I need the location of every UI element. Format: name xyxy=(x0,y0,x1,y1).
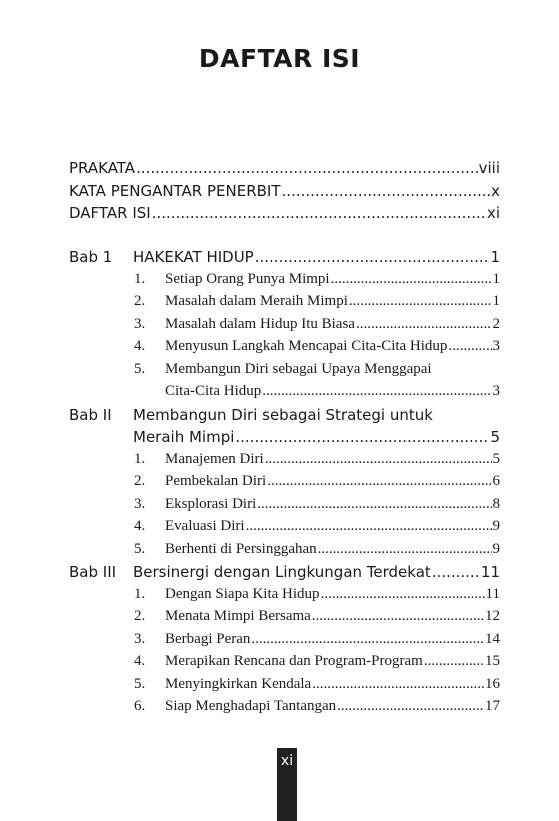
section-title xyxy=(165,518,500,535)
section-title-label: Menyusun Langkah Mencapai Cita-Cita Hidup xyxy=(165,338,448,354)
dot-leader xyxy=(255,248,490,266)
section-number: 3. xyxy=(134,495,146,512)
section-title-page: 1 xyxy=(492,293,500,309)
section-number: 4. xyxy=(134,518,146,534)
section-number: 5. xyxy=(134,675,146,692)
section-title xyxy=(165,473,500,490)
section-title xyxy=(165,698,500,715)
dot-leader xyxy=(312,608,484,625)
section-title-label: Berbagi Peran xyxy=(165,630,251,647)
dot-leader xyxy=(251,631,484,648)
dot-leader xyxy=(136,159,478,177)
section-title xyxy=(165,541,500,558)
toc-entry-label: DAFTAR ISI xyxy=(69,204,151,222)
section-title-label: Masalah dalam Meraih Mimpi xyxy=(165,293,348,309)
section-title-label: Menyingkirkan Kendala xyxy=(165,675,312,692)
dot-leader xyxy=(267,473,491,490)
section-title-label: Masalah dalam Hidup Itu Biasa xyxy=(165,315,355,332)
section-title xyxy=(165,338,500,355)
dot-leader xyxy=(246,518,492,535)
section-number: 2. xyxy=(134,293,146,309)
chapter-title-page: 1 xyxy=(490,248,500,266)
chapter-title xyxy=(133,428,500,446)
section-title xyxy=(165,586,500,603)
chapter-number: Bab II xyxy=(69,405,112,424)
dot-leader xyxy=(282,182,491,200)
section-title-page: 14 xyxy=(485,630,500,647)
section-title xyxy=(165,383,500,400)
section-title xyxy=(165,496,500,513)
section-title-page: 15 xyxy=(485,653,500,669)
section-title xyxy=(165,361,500,378)
section-number: 3. xyxy=(134,315,146,332)
section-title-label: Evaluasi Diri xyxy=(165,518,245,534)
section-title-label: Manajemen Diri xyxy=(165,450,264,467)
section-title xyxy=(165,316,500,333)
chapter-title xyxy=(133,563,500,581)
section-title-page: 3 xyxy=(492,383,500,399)
section-title xyxy=(165,676,500,693)
section-title-label: Membangun Diri sebagai Upaya Menggapai xyxy=(165,360,432,377)
section-number: 2. xyxy=(134,473,146,489)
dot-leader xyxy=(424,653,484,670)
dot-leader xyxy=(262,383,491,400)
section-title xyxy=(165,451,500,468)
section-title-label: Eksplorasi Diri xyxy=(165,495,257,512)
toc-entry-page: xi xyxy=(486,204,500,222)
section-title-page: 16 xyxy=(485,675,500,692)
section-number: 4. xyxy=(134,338,146,354)
page-number-tab xyxy=(277,748,297,821)
section-number: 2. xyxy=(134,608,146,624)
chapter-title-label: Meraih Mimpi xyxy=(133,428,235,446)
dot-leader xyxy=(349,293,492,310)
page-title: DAFTAR ISI xyxy=(198,44,361,73)
section-title-label: Merapikan Rencana dan Program-Program xyxy=(165,653,423,669)
section-number: 1. xyxy=(134,585,146,602)
dot-leader xyxy=(265,451,492,468)
dot-leader xyxy=(337,698,484,715)
section-title-label: Siap Menghadapi Tantangan xyxy=(165,698,337,714)
section-number: 6. xyxy=(134,698,146,714)
chapter-number: Bab 1 xyxy=(69,248,113,266)
dot-leader xyxy=(432,563,480,581)
section-title-label: Dengan Siapa Kita Hidup xyxy=(165,585,320,602)
toc-entry-page: viii xyxy=(478,159,500,177)
section-number: 5. xyxy=(134,540,146,557)
section-number: 1. xyxy=(134,270,146,287)
toc-entry-page: x xyxy=(491,181,500,200)
section-title xyxy=(165,608,500,625)
chapter-title xyxy=(133,248,500,266)
section-title-label: Berhenti di Persinggahan xyxy=(165,540,317,557)
section-title-page: 3 xyxy=(492,338,500,354)
section-title-label: Pembekalan Diri xyxy=(165,473,267,489)
section-title-label: Menata Mimpi Bersama xyxy=(165,608,311,624)
section-number: 3. xyxy=(134,630,146,647)
dot-leader xyxy=(257,496,491,513)
chapter-number: Bab III xyxy=(69,563,117,581)
section-title xyxy=(165,271,500,288)
toc-entry-label: PRAKATA xyxy=(69,159,136,177)
section-title-label: Setiap Orang Punya Mimpi xyxy=(165,270,330,287)
dot-leader xyxy=(448,338,491,355)
chapter-title-label: HAKEKAT HIDUP xyxy=(133,248,254,266)
section-title-page: 6 xyxy=(492,473,500,489)
chapter-title-page: 5 xyxy=(490,428,500,446)
page-number: xi xyxy=(280,753,294,769)
chapter-title-label: Bersinergi dengan Lingkungan Terdekat xyxy=(133,563,431,581)
dot-leader xyxy=(356,316,492,333)
section-title-page: 9 xyxy=(492,518,500,534)
section-number: 1. xyxy=(134,450,146,467)
section-title-page: 8 xyxy=(492,495,500,512)
section-title-page: 12 xyxy=(485,608,500,624)
toc-entry xyxy=(69,182,500,200)
chapter-title-label: Membangun Diri sebagai Strategi untuk xyxy=(133,405,433,424)
dot-leader xyxy=(312,676,484,693)
dot-leader xyxy=(321,586,485,603)
section-title-page: 2 xyxy=(492,315,500,332)
section-title-page: 11 xyxy=(485,585,500,602)
dot-leader xyxy=(331,271,492,288)
toc-entry xyxy=(69,204,500,222)
dot-leader xyxy=(152,204,486,222)
toc-entry xyxy=(69,159,500,177)
section-title-label: Cita-Cita Hidup xyxy=(165,383,262,399)
section-title xyxy=(165,653,500,670)
section-title-page: 5 xyxy=(492,450,500,467)
dot-leader xyxy=(235,428,489,446)
toc-entry-label: KATA PENGANTAR PENERBIT xyxy=(69,181,281,200)
section-title-page: 1 xyxy=(492,270,500,287)
chapter-title xyxy=(133,406,500,424)
section-title xyxy=(165,631,500,648)
section-number: 4. xyxy=(134,653,146,669)
dot-leader xyxy=(318,541,492,558)
section-title-page: 9 xyxy=(492,540,500,557)
section-title xyxy=(165,293,500,310)
section-title-page: 17 xyxy=(485,698,500,714)
chapter-title-page: 11 xyxy=(480,563,500,581)
section-number: 5. xyxy=(134,360,146,377)
